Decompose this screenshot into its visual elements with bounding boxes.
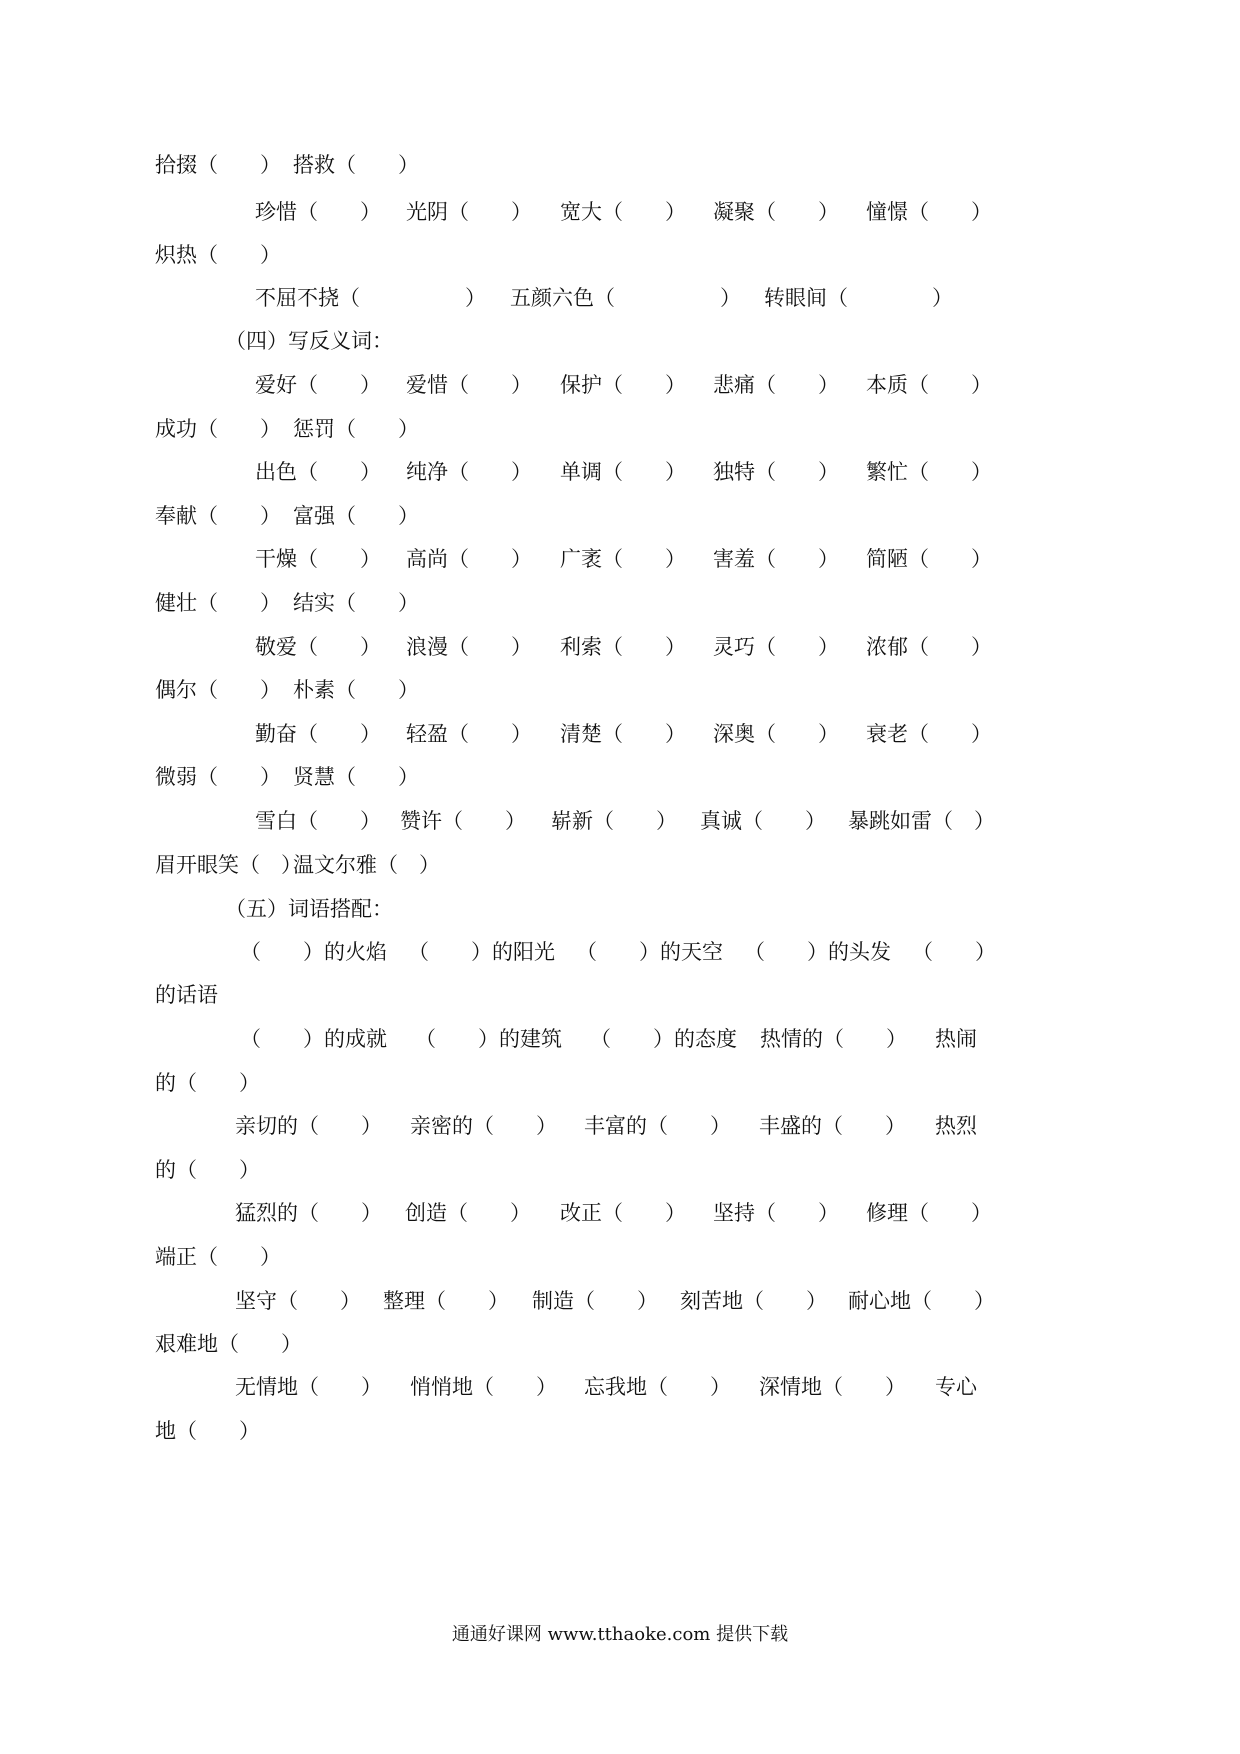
word-blank: （ ）: [912, 940, 996, 964]
word-blank: 单调（ ）: [560, 460, 686, 484]
word-blank: 不屈不挠（ ）: [255, 286, 486, 310]
text-line: [0, 370, 1240, 400]
word-blank: 眉开眼笑（ ）: [155, 853, 302, 877]
word-blank: 奉献（ ）: [155, 504, 281, 528]
word-blank: 爱好（ ）: [255, 373, 381, 397]
word-blank: 转眼间（ ）: [764, 286, 953, 310]
text-line: [0, 894, 1240, 924]
text-line: [0, 457, 1240, 487]
word-blank: 贤慧（ ）: [293, 765, 419, 789]
word-blank: 忘我地（ ）: [584, 1375, 731, 1399]
word-blank: 端正（ ）: [155, 1245, 281, 1269]
text-line: [0, 1024, 1240, 1054]
word-blank: 成功（ ）: [155, 417, 281, 441]
word-blank: 繁忙（ ）: [866, 460, 992, 484]
word-blank: 利索（ ）: [560, 635, 686, 659]
word-blank: （ ）的建筑: [415, 1027, 562, 1051]
text-line: [0, 1068, 1240, 1098]
word-blank: 丰盛的（ ）: [759, 1114, 906, 1138]
word-blank: 的话语: [155, 983, 218, 1007]
word-blank: 亲密的（ ）: [410, 1114, 557, 1138]
text-line: [0, 150, 1240, 180]
word-blank: （ ）的态度: [590, 1027, 737, 1051]
word-blank: 炽热（ ）: [155, 243, 281, 267]
word-blank: 结实（ ）: [293, 591, 419, 615]
text-line: [0, 1372, 1240, 1402]
word-blank: 轻盈（ ）: [406, 722, 532, 746]
word-blank: 的（ ）: [155, 1158, 260, 1182]
word-blank: 独特（ ）: [713, 460, 839, 484]
word-blank: 健壮（ ）: [155, 591, 281, 615]
word-blank: 悲痛（ ）: [713, 373, 839, 397]
word-blank: 赞许（ ）: [400, 809, 526, 833]
word-blank: 本质（ ）: [866, 373, 992, 397]
word-blank: 热情的（ ）: [760, 1027, 907, 1051]
text-line: [0, 719, 1240, 749]
text-line: [0, 197, 1240, 227]
word-blank: 刻苦地（ ）: [680, 1289, 827, 1313]
text-line: [0, 501, 1240, 531]
word-blank: 清楚（ ）: [560, 722, 686, 746]
text-line: [0, 1416, 1240, 1446]
word-blank: 拾掇（ ）: [155, 153, 281, 177]
footer-credit: 通通好课网 www.tthaoke.com 提供下载: [451, 1624, 789, 1645]
word-blank: 崭新（ ）: [551, 809, 677, 833]
word-blank: 真诚（ ）: [700, 809, 826, 833]
word-blank: 高尚（ ）: [406, 547, 532, 571]
text-line: [0, 632, 1240, 662]
word-blank: 艰难地（ ）: [155, 1332, 302, 1356]
word-blank: 憧憬（ ）: [866, 200, 992, 224]
word-blank: 深情地（ ）: [759, 1375, 906, 1399]
word-blank: 害羞（ ）: [713, 547, 839, 571]
word-blank: 敬爱（ ）: [255, 635, 381, 659]
word-blank: 广袤（ ）: [560, 547, 686, 571]
word-blank: （ ）的阳光: [408, 940, 555, 964]
text-line: [0, 1329, 1240, 1359]
text-line: [0, 240, 1240, 270]
word-blank: 雪白（ ）: [255, 809, 381, 833]
text-line: [0, 414, 1240, 444]
word-blank: 专心: [935, 1375, 977, 1399]
word-blank: 勤奋（ ）: [255, 722, 381, 746]
text-line: [0, 544, 1240, 574]
text-line: [0, 1242, 1240, 1272]
word-blank: （ ）的成就: [240, 1027, 387, 1051]
word-blank: 五颜六色（ ）: [510, 286, 741, 310]
word-blank: （四）写反义词：: [225, 329, 393, 353]
word-blank: 丰富的（ ）: [584, 1114, 731, 1138]
text-line: [0, 762, 1240, 792]
word-blank: 猛烈的（ ）: [235, 1201, 382, 1225]
text-line: [0, 850, 1240, 880]
word-blank: 光阴（ ）: [406, 200, 532, 224]
word-blank: 整理（ ）: [383, 1289, 509, 1313]
text-line: [0, 806, 1240, 836]
word-blank: 宽大（ ）: [560, 200, 686, 224]
word-blank: 灵巧（ ）: [713, 635, 839, 659]
word-blank: 修理（ ）: [866, 1201, 992, 1225]
word-blank: 纯净（ ）: [406, 460, 532, 484]
word-blank: 浓郁（ ）: [866, 635, 992, 659]
text-line: [0, 283, 1240, 313]
word-blank: 改正（ ）: [560, 1201, 686, 1225]
word-blank: 搭救（ ）: [293, 153, 419, 177]
text-line: [0, 1111, 1240, 1141]
word-blank: （ ）的天空: [576, 940, 723, 964]
word-blank: 温文尔雅（ ）: [293, 853, 440, 877]
word-blank: 制造（ ）: [532, 1289, 658, 1313]
word-blank: 简陋（ ）: [866, 547, 992, 571]
text-line: [0, 675, 1240, 705]
word-blank: 悄悄地（ ）: [410, 1375, 557, 1399]
text-line: [0, 1286, 1240, 1316]
text-line: [0, 1155, 1240, 1185]
word-blank: 亲切的（ ）: [235, 1114, 382, 1138]
word-blank: 出色（ ）: [255, 460, 381, 484]
word-blank: 地（ ）: [155, 1419, 260, 1443]
word-blank: 爱惜（ ）: [406, 373, 532, 397]
text-line: [0, 326, 1240, 356]
word-blank: 坚持（ ）: [713, 1201, 839, 1225]
word-blank: 惩罚（ ）: [293, 417, 419, 441]
word-blank: 无情地（ ）: [235, 1375, 382, 1399]
word-blank: 深奥（ ）: [713, 722, 839, 746]
word-blank: 耐心地（ ）: [848, 1289, 995, 1313]
text-line: [0, 588, 1240, 618]
word-blank: 保护（ ）: [560, 373, 686, 397]
word-blank: 朴素（ ）: [293, 678, 419, 702]
word-blank: 暴跳如雷（ ）: [848, 809, 995, 833]
word-blank: 凝聚（ ）: [713, 200, 839, 224]
word-blank: 热烈: [935, 1114, 977, 1138]
word-blank: 浪漫（ ）: [406, 635, 532, 659]
word-blank: 衰老（ ）: [866, 722, 992, 746]
word-blank: 偶尔（ ）: [155, 678, 281, 702]
word-blank: 珍惜（ ）: [255, 200, 381, 224]
word-blank: 的（ ）: [155, 1071, 260, 1095]
word-blank: 干燥（ ）: [255, 547, 381, 571]
word-blank: 热闹: [935, 1027, 977, 1051]
word-blank: 创造（ ）: [405, 1201, 531, 1225]
word-blank: （ ）的火焰: [240, 940, 387, 964]
word-blank: 坚守（ ）: [235, 1289, 361, 1313]
word-blank: 富强（ ）: [293, 504, 419, 528]
text-line: [0, 937, 1240, 967]
text-line: [0, 1198, 1240, 1228]
text-line: [0, 980, 1240, 1010]
word-blank: （五）词语搭配：: [225, 897, 393, 921]
word-blank: 微弱（ ）: [155, 765, 281, 789]
word-blank: （ ）的头发: [744, 940, 891, 964]
